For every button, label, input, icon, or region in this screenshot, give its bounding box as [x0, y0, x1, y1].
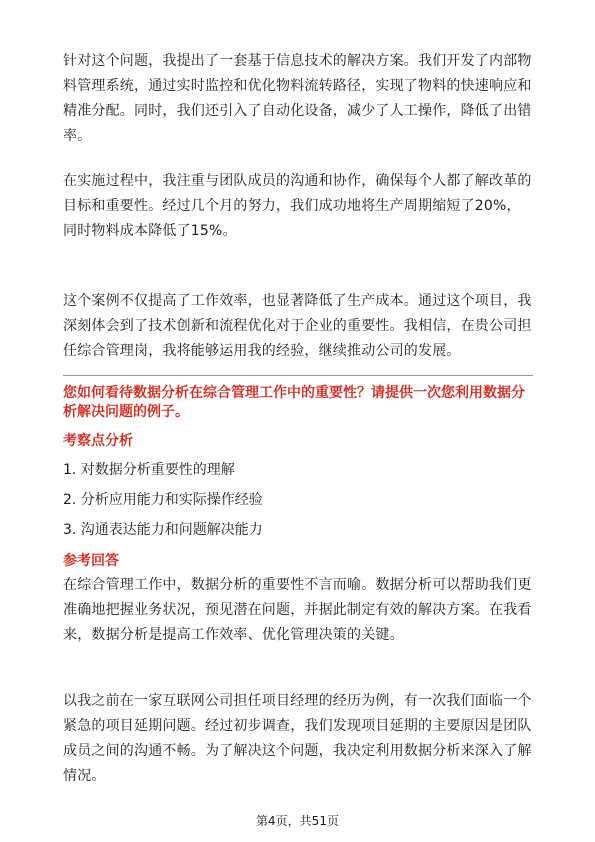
- body-paragraph: 在实施过程中，我注重与团队成员的沟通和协作，确保每个人都了解改革的目标和重要性。经过几个月的努力，我们成功地将生产周期缩短了20%，同时物料成本降低了15%。: [63, 173, 532, 239]
- analysis-item: 2. 分析应用能力和实际操作经验: [63, 492, 263, 508]
- analysis-list: [63, 455, 263, 545]
- section-divider: [63, 375, 533, 376]
- analysis-item: 1. 对数据分析重要性的理解: [63, 462, 235, 478]
- answer-paragraph: 在综合管理工作中，数据分析的重要性不言而喻。数据分析可以帮助我们更准确地把握业务状况，预见潜在问题，并据此制定有效的解决方案。在我看来，数据分析是提高工作效率、优化管理决策的关键。: [63, 577, 532, 643]
- page-number: 第4页，共51页: [256, 814, 339, 828]
- answer-paragraph: 以我之前在一家互联网公司担任项目经理的经历为例，有一次我们面临一个紧急的项目延期问题。经过初步调查，我们发现项目延期的主要原因是团队成员之间的沟通不畅。为了解决这个问题，我决定利用数据分析来深入了解情况。: [63, 693, 532, 784]
- analysis-item: 3. 沟通表达能力和问题解决能力: [63, 522, 263, 538]
- answer-heading: 参考回答: [63, 553, 119, 569]
- interview-question: 您如何看待数据分析在综合管理工作中的重要性？请提供一次您利用数据分析解决问题的例子。: [63, 385, 525, 420]
- body-paragraph: 针对这个问题，我提出了一套基于信息技术的解决方案。我们开发了内部物料管理系统，通过实时监控和优化物料流转路径，实现了物料的快速响应和精准分配。同时，我们还引入了自动化设备，减少了人工操作，降低了出错率。: [63, 53, 532, 144]
- analysis-heading: 考察点分析: [63, 433, 133, 449]
- body-paragraph: 这个案例不仅提高了工作效率，也显著降低了生产成本。通过这个项目，我深刻体会到了技术创新和流程优化对于企业的重要性。我相信，在贵公司担任综合管理岗，我将能够运用我的经验，继续推动公司的发展。: [63, 293, 532, 359]
